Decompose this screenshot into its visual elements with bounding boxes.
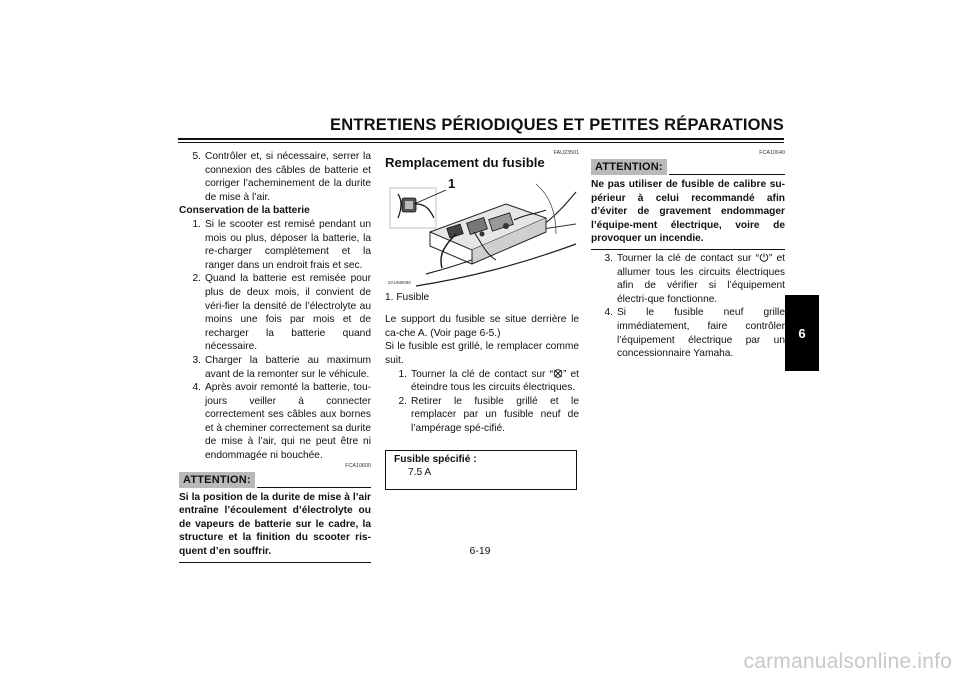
reference-code: FCA10600: [345, 462, 371, 469]
header-rule-thick: [178, 138, 784, 140]
attention-rule: [669, 174, 785, 175]
item-number: 5.: [192, 151, 201, 162]
attention-box: [591, 159, 785, 250]
item-number: 2.: [398, 395, 407, 407]
item-text-part: Tourner la clé de contact sur “: [411, 368, 553, 380]
header-rule-thin: [178, 142, 784, 143]
item-text: Après avoir remonté la batterie, tou-jours veiller à connecter correctement ses câbles aux bornes et à cheminer correctement sa durite de mise à l’air, qui ne peut être ni endommagée ni bouchée.: [205, 382, 371, 462]
chapter-tab: 6: [785, 295, 819, 371]
page-number: 6-19: [469, 545, 491, 557]
page-title: ENTRETIENS PÉRIODIQUES ET PETITES RÉPARATIONS: [330, 116, 784, 134]
column-left: [179, 150, 371, 563]
attention-text: Ne pas utiliser de fusible de calibre su-périeur à celui recommandé afin d’éviter de gravement endommager l’équipe-ment électrique, voire de provoquer un incendie.: [591, 179, 785, 245]
list-item: [179, 381, 371, 463]
figure-caption: 1. Fusible: [385, 291, 430, 303]
item-text: Retirer le fusible grillé et le remplacer par un fusible neuf de l’ampérage spé-cifié.: [411, 395, 579, 434]
column-middle: [385, 150, 579, 490]
item-text: [411, 368, 579, 395]
list-item: [385, 395, 579, 436]
ignition-off-icon: [553, 369, 563, 378]
paragraph: Si le fusible est grillé, le remplacer comme suit.: [385, 341, 579, 366]
list-item: [179, 354, 371, 381]
attention-bottom-rule: [179, 562, 371, 563]
attention-badge: ATTENTION:: [591, 159, 667, 175]
item-number: 1.: [192, 218, 201, 230]
spec-box: [385, 450, 577, 490]
figure-code: ZAUM0090: [388, 279, 411, 285]
item-number: 4.: [192, 382, 201, 394]
list-item: [179, 218, 371, 272]
attention-text: Si la position de la durite de mise à l’air entraîne l’écoulement d’électrolyte ou de vapeurs de batterie sur le cadre, la structure et la finition du scooter ris-quent d’en souffrir.: [179, 491, 371, 558]
attention-box: [179, 472, 371, 563]
item-text: Contrôler et, si nécessaire, serrer la connexion des câbles de batterie et corriger l’acheminement de la durite de mise à l’air.: [205, 151, 371, 203]
list-item: [591, 306, 785, 360]
fuse-illustration: [385, 173, 579, 291]
item-number: 2.: [192, 273, 201, 285]
list-item: [179, 272, 371, 354]
item-text: Charger la batterie au maximum avant de la remonter sur le véhicule.: [205, 354, 371, 380]
watermark: carmanualsonline.info: [743, 650, 952, 673]
item-text: Si le fusible neuf grille immédiatement, faire contrôler l’équipement électrique par un concessionnaire Yamaha.: [617, 307, 785, 360]
item-text: [617, 252, 785, 306]
reference-code: FCA10640: [759, 150, 785, 156]
ignition-on-icon: [759, 253, 769, 262]
item-number: 4.: [604, 307, 613, 319]
figure-callout-number: 1: [448, 175, 456, 191]
item-text-part: ” et éteindre tous les circuits électriques.: [411, 368, 579, 394]
item-text: Quand la batterie est remisée pour plus de deux mois, il convient de véri-fier la densité de l’électrolyte au moins une fois par mois et de recharger la batterie quand nécessaire.: [205, 273, 371, 353]
reference-code: FAU23501: [553, 150, 579, 156]
attention-bottom-rule: [591, 249, 785, 250]
list-item: [591, 252, 785, 306]
item-text-part: Tourner la clé de contact sur “: [617, 252, 759, 264]
paragraph: Le support du fusible se situe derrière le ca-che A. (Voir page 6-5.): [385, 314, 579, 339]
item-number: 3.: [604, 252, 613, 264]
section-heading: Remplacement du fusible: [385, 155, 545, 170]
attention-badge: ATTENTION:: [179, 472, 255, 488]
item-number: 3.: [192, 354, 201, 366]
item-text-part: ” et allumer tous les circuits électriques afin de vérifier si l’équipement électri-que fonctionne.: [617, 252, 785, 305]
item-text: Si le scooter est remisé pendant un mois ou plus, déposer la batterie, la re-charger complètement et la ranger dans un endroit frais et sec.: [205, 218, 371, 271]
storage-heading: Conservation de la batterie: [179, 205, 310, 217]
item-number: 1.: [398, 368, 407, 380]
column-right: [591, 150, 785, 361]
list-item: [179, 150, 371, 204]
attention-rule: [257, 487, 371, 488]
list-item: [385, 368, 579, 395]
spec-label: Fusible spécifié :: [394, 453, 477, 465]
spec-value: 7.5 A: [408, 467, 432, 479]
